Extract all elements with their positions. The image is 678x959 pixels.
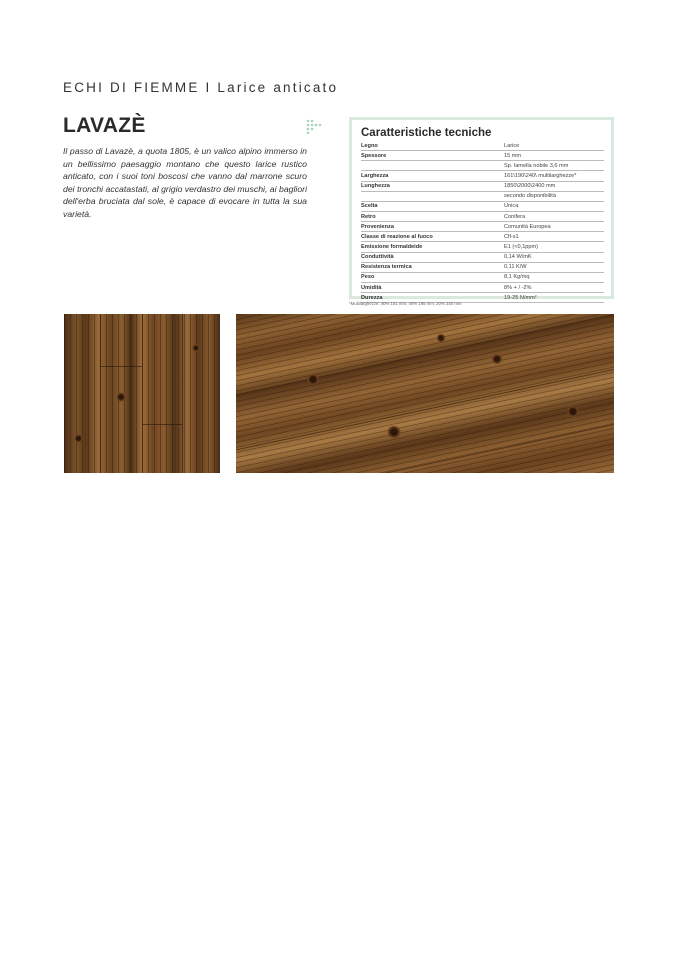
product-title: LAVAZÈ bbox=[63, 114, 146, 137]
spec-value: E1 (<0,1ppm) bbox=[504, 243, 539, 250]
spec-row bbox=[361, 171, 604, 181]
spec-value: 19-25 N/mm² bbox=[504, 294, 537, 301]
specs-footnote: *Multilarghezze: 40% 161 mm, 40% 195 mm, 20% 240 mm bbox=[349, 301, 462, 306]
spec-value: Sp. lamella nobile 3,6 mm bbox=[504, 162, 569, 169]
spec-row bbox=[361, 242, 604, 252]
spec-key: Retro bbox=[361, 213, 376, 220]
dots-decoration-icon bbox=[305, 118, 325, 134]
spec-row bbox=[361, 222, 604, 232]
spec-value: Unica bbox=[504, 203, 519, 210]
spec-row bbox=[361, 253, 604, 263]
spec-value: 8% + / -2% bbox=[504, 284, 532, 291]
spec-row bbox=[361, 263, 604, 273]
spec-value: Comunità Europea bbox=[504, 223, 551, 230]
spec-key: Spessore bbox=[361, 152, 387, 159]
spec-value: Cfl-s1 bbox=[504, 233, 519, 240]
spec-value: secondo disponibilità bbox=[504, 193, 556, 200]
spec-key: Larghezza bbox=[361, 172, 389, 179]
spec-key: Scelta bbox=[361, 203, 378, 210]
spec-row bbox=[361, 151, 604, 161]
spec-row bbox=[361, 212, 604, 222]
spec-key: Lunghezza bbox=[361, 183, 390, 190]
spec-row bbox=[361, 192, 604, 202]
spec-key: Durezza bbox=[361, 294, 383, 301]
wood-sample-image-close-up bbox=[64, 314, 220, 473]
spec-value: 161\190\240\ multilarghezze* bbox=[504, 172, 577, 179]
spec-row bbox=[361, 273, 604, 283]
spec-key: Peso bbox=[361, 274, 375, 281]
spec-value: 1850\2000\2400 mm bbox=[504, 183, 556, 190]
spec-row bbox=[361, 161, 604, 171]
spec-key: Legno bbox=[361, 142, 378, 149]
spec-value: Conifera bbox=[504, 213, 526, 220]
spec-value: 15 mm bbox=[504, 152, 522, 159]
spec-row bbox=[361, 182, 604, 192]
spec-key: Resistenza termica bbox=[361, 264, 412, 271]
spec-key: Emissione formaldeide bbox=[361, 243, 423, 250]
spec-key: Classe di reazione al fuoco bbox=[361, 233, 433, 240]
specs-table bbox=[361, 141, 604, 303]
series-heading: ECHI DI FIEMME I Larice anticato bbox=[63, 80, 339, 95]
spec-row bbox=[361, 232, 604, 242]
spec-key: Conduttività bbox=[361, 254, 394, 261]
spec-row bbox=[361, 283, 604, 293]
spec-value: 8,1 Kg/mq bbox=[504, 274, 530, 281]
spec-key: Provenienza bbox=[361, 223, 394, 230]
specs-title: Caratteristiche tecniche bbox=[361, 127, 492, 139]
technical-specs-box bbox=[349, 117, 614, 299]
spec-value: Larice bbox=[504, 142, 520, 149]
product-description: Il passo di Lavazè, a quota 1805, è un valico alpino immerso in un bellissimo paesaggio montano che questo larice rustico anticato, con i suoi toni boscosi che vanno dal marrone scuro dei tronchi accatastati, al grigio verdastro dei muschi, ai bagliori dell'erba bruciata dal sole, è capace di evocare in tutta la sua varietà. bbox=[63, 146, 307, 219]
spec-row bbox=[361, 141, 604, 151]
spec-value: 0,14 W/mK bbox=[504, 254, 532, 261]
spec-row bbox=[361, 202, 604, 212]
spec-value: 0,11 K/W bbox=[504, 264, 527, 271]
wood-floor-image bbox=[236, 314, 614, 473]
spec-key: Umidità bbox=[361, 284, 382, 291]
